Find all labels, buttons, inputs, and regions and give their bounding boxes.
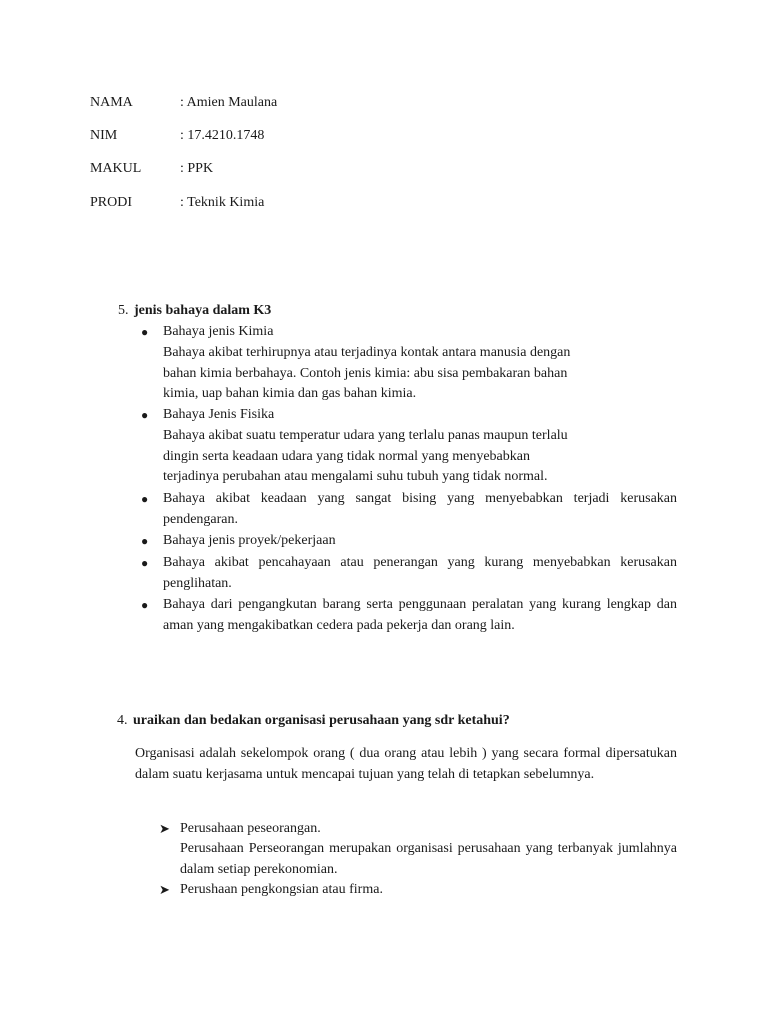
bullet-icon: ● xyxy=(141,325,149,339)
prodi-label: PRODI xyxy=(90,195,133,210)
q5-number: 5. xyxy=(118,303,129,318)
q5-item-2-heading: Bahaya Jenis Fisika xyxy=(163,407,275,422)
makul-value: : PPK xyxy=(180,161,214,176)
q5-item-1-line-3: kimia, uap bahan kimia dan gas bahan kimia. xyxy=(163,386,417,401)
q5-title: jenis bahaya dalam K3 xyxy=(134,303,272,318)
q4-title: uraikan dan bedakan organisasi perusahaan yang sdr ketahui? xyxy=(133,713,510,728)
nim-label: NIM xyxy=(90,128,118,143)
q4-item-2-heading: Perushaan pengkongsian atau firma. xyxy=(180,882,383,897)
q5-item-6-text: Bahaya dari pengangkutan barang serta penggunaan peralatan yang kurang lengkap dan aman yang mengakibatkan cedera pada pekerja dan orang lain. xyxy=(163,597,677,633)
nama-value: : Amien Maulana xyxy=(180,95,278,110)
bullet-icon: ● xyxy=(141,556,149,570)
q5-item-4-text: Bahaya jenis proyek/pekerjaan xyxy=(163,533,336,548)
q5-item-5-text: Bahaya akibat pencahayaan atau penerangan yang kurang menyebabkan kerusakan penglihatan. xyxy=(163,555,677,591)
q4-item-1-text: Perusahaan Perseorangan merupakan organisasi perusahaan yang terbanyak jumlahnya dalam setiap perekonomian. xyxy=(180,841,677,877)
q5-item-1-line-2: bahan kimia berbahaya. Contoh jenis kimia: abu sisa pembakaran bahan xyxy=(163,366,568,381)
q5-item-2-line-2: dingin serta keadaan udara yang tidak normal yang menyebabkan xyxy=(163,449,530,464)
arrow-bullet-icon: ➤ xyxy=(159,821,170,836)
bullet-icon: ● xyxy=(141,598,149,612)
bullet-icon: ● xyxy=(141,408,149,422)
q5-item-2-line-3: terjadinya perubahan atau mengalami suhu tubuh yang tidak normal. xyxy=(163,469,548,484)
q4-number: 4. xyxy=(117,713,128,728)
q5-item-3-text: Bahaya akibat keadaan yang sangat bising yang menyebabkan terjadi kerusakan pendengaran. xyxy=(163,491,677,527)
prodi-value: : Teknik Kimia xyxy=(180,195,265,210)
q4-item-1-heading: Perusahaan peseorangan. xyxy=(180,821,321,836)
bullet-icon: ● xyxy=(141,492,149,506)
makul-label: MAKUL xyxy=(90,161,142,176)
q4-intro-paragraph: Organisasi adalah sekelompok orang ( dua orang atau lebih ) yang secara formal dipersatukan dalam suatu kerjasama untuk mencapai tujuan yang telah di tetapkan sebelumnya. xyxy=(135,746,677,782)
q5-item-1-line-1: Bahaya akibat terhirupnya atau terjadinya kontak antara manusia dengan xyxy=(163,345,571,360)
nim-value: : 17.4210.1748 xyxy=(180,128,265,143)
q5-item-1-heading: Bahaya jenis Kimia xyxy=(163,324,274,339)
q5-item-2-line-1: Bahaya akibat suatu temperatur udara yang terlalu panas maupun terlalu xyxy=(163,428,568,443)
nama-label: NAMA xyxy=(90,95,133,110)
bullet-icon: ● xyxy=(141,534,149,548)
arrow-bullet-icon: ➤ xyxy=(159,882,170,897)
